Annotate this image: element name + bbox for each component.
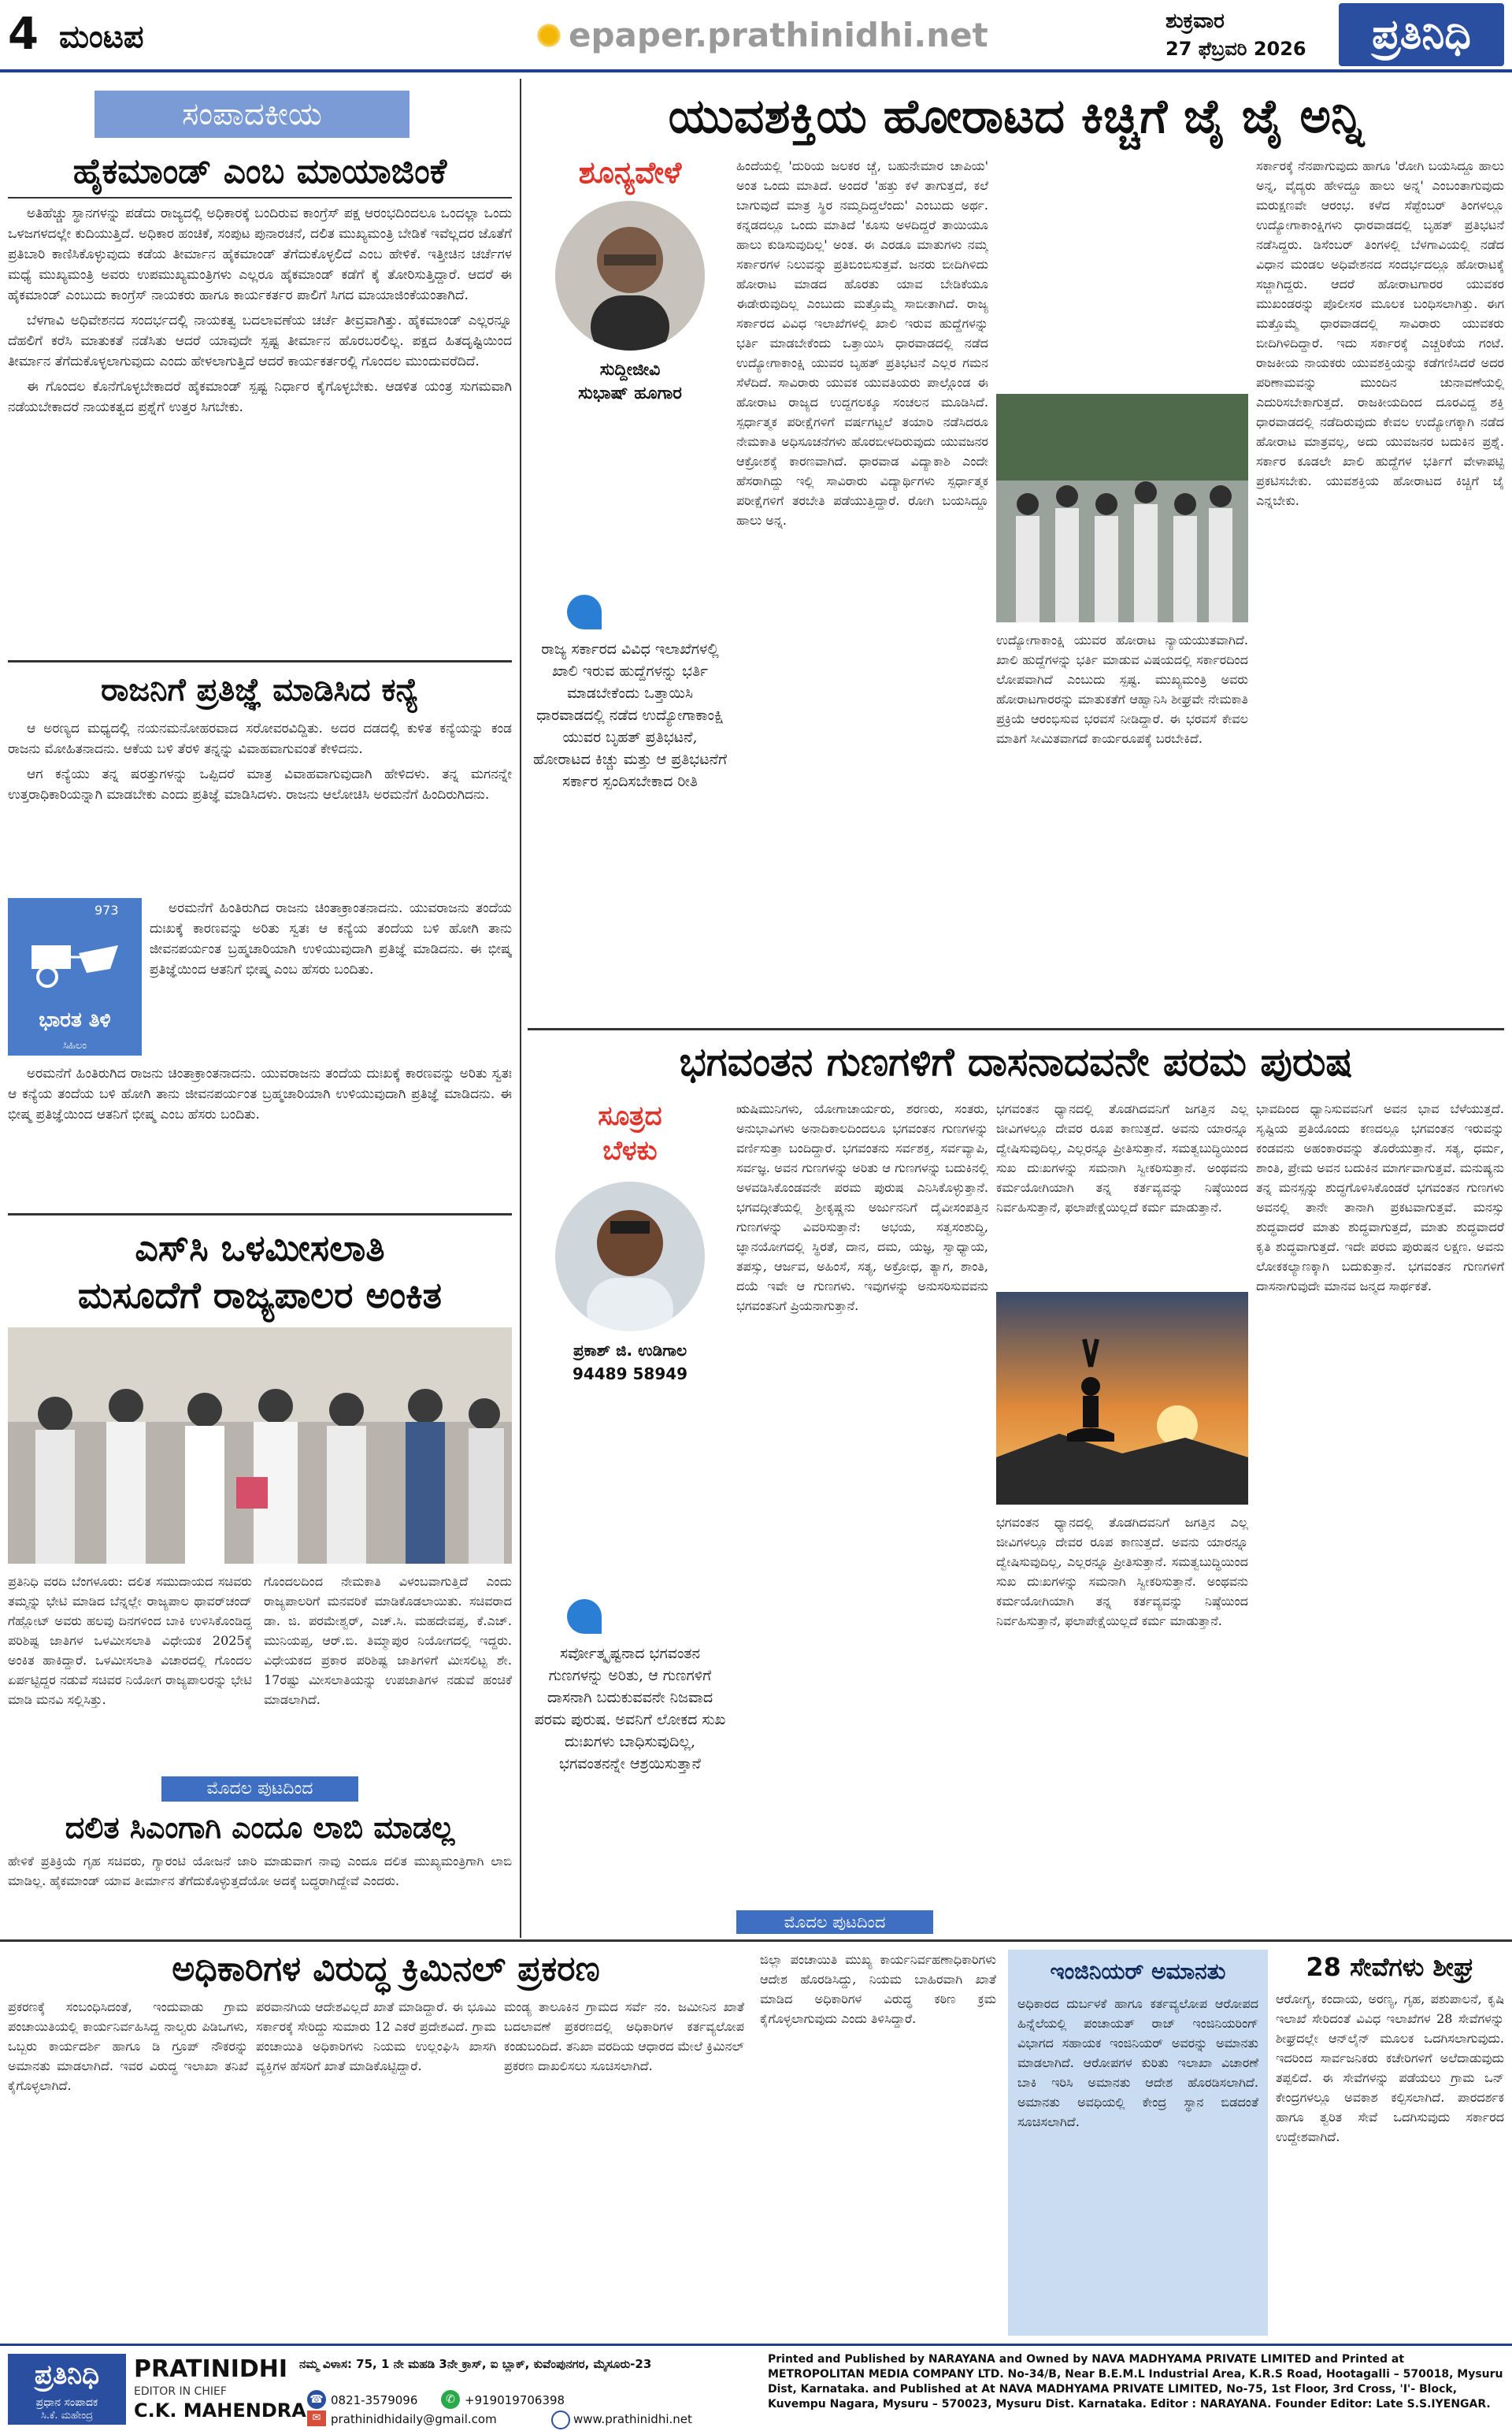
footer-logo-en: PRATINIDHI bbox=[134, 2355, 288, 2383]
date: 27 ಫೆಬ್ರವರಿ 2026 bbox=[1166, 38, 1306, 60]
youth-col-b-text: ಉದ್ಯೋಗಾಕಾಂಕ್ಷಿ ಯುವರ ಹೋರಾಟ ನ್ಯಾಯಯುತವಾಗಿದೆ. ಖಾಲಿ ಹುದ್ದೆಗಳನ್ನು ಭರ್ತಿ ಮಾಡುವ ವಿಷಯದಲ್ಲಿ ಸರ್ಕಾರದಿಂದ ಲೋಪವಾಗಿದೆ ಎಂಬುದು ಸ್ಪಷ್ಟ. ಮುಖ್ಯಮಂತ್ರಿ ಅವರು ಹೋರಾಟಗಾರರನ್ನು ಮಾತುಕತೆಗೆ ಆಹ್ವಾನಿಸಿ ಶೀಘ್ರವೇ ನೇಮಕಾತಿ ಪ್ರಕ್ರಿಯೆ ಆರಂಭಿಸುವ ಭರವಸೆ ನೀಡಿದ್ದಾರೆ. ಈ ಭರವಸೆ ಕೇವಲ ಮಾತಿಗೆ ಸೀಮಿತವಾಗದೆ ಕಾರ್ಯರೂಪಕ್ಕೆ ಬರಬೇಕಿದೆ. bbox=[996, 633, 1248, 746]
dalit-title: ದಲಿತ ಸಿಎಂಗಾಗಿ ಎಂದೂ ಲಾಬಿ ಮಾಡಲ್ಲ bbox=[65, 1810, 455, 1845]
footer bbox=[0, 2344, 1512, 2431]
kanye-para-2: ಆಗ ಕನ್ಯೆಯು ತನ್ನ ಷರತ್ತುಗಳನ್ನು ಒಪ್ಪಿದರೆ ಮಾತ್ರ ವಿವಾಹವಾಗುವುದಾಗಿ ಹೇಳಿದಳು. ತನ್ನ ಮಗನನ್ನೇ ಉತ್ತರಾಧಿಕಾರಿಯನ್ನಾಗಿ ಮಾಡಬೇಕು ಎಂದು ಪ್ರತಿಜ್ಞೆ ಮಾಡಿಸಿದಳು. ರಾಜನು ಆಲೋಚಿಸಿ ಅರಮನೆಗೆ ಹಿಂದಿರುಗಿದನು. bbox=[8, 766, 512, 803]
web-icon bbox=[551, 2411, 570, 2429]
kanye-body-top bbox=[8, 718, 512, 892]
badge-number: 973 bbox=[94, 903, 119, 918]
criminal-title: ಅಧಿಕಾರಿಗಳ ವಿರುದ್ಧ ಕ್ರಿಮಿನಲ್ ಪ್ರಕರಣ bbox=[172, 1949, 600, 1989]
bhagavanta-column-name: ಸೂತ್ರದ ಬೆಳಕು bbox=[598, 1100, 662, 1167]
badge-title: ಭಾರತ ತಿಳಿ bbox=[39, 1008, 111, 1032]
footer-address: ನಮ್ಮ ವಿಳಾಸ: 75, 1 ನೇ ಮಹಡಿ 3ನೇ ಕ್ರಾಸ್, ಐ ಬ್ಲಾಕ್, ಕುವೆಂಪುನಗರ, ಮೈಸೂರು-23 bbox=[299, 2357, 652, 2371]
section-name: ಮಂಟಪ bbox=[59, 19, 144, 55]
services-body: ಆರೋಗ್ಯ, ಕಂದಾಯ, ಅರಣ್ಯ, ಗೃಹ, ಪಶುಪಾಲನೆ, ಕೃಷಿ ಇಲಾಖೆ ಸೇರಿದಂತೆ ವಿವಿಧ ಇಲಾಖೆಗಳ 28 ಸೇವೆಗಳನ್ನು ಶೀಘ್ರದಲ್ಲೇ ಆನ್‌ಲೈನ್ ಮೂಲಕ ಒದಗಿಸಲಾಗುವುದು. ಇದರಿಂದ ಸಾರ್ವಜನಿಕರು ಕಚೇರಿಗಳಿಗೆ ಅಲೆದಾಡುವುದು ತಪ್ಪಲಿದೆ. ಈ ಸೇವೆಗಳನ್ನು ಪಡೆಯಲು ಗ್ರಾಮ ಒನ್ ಕೇಂದ್ರಗಳಲ್ಲೂ ಅವಕಾಶ ಕಲ್ಪಿಸಲಾಗಿದೆ. ಪಾರದರ್ಶಕ ಹಾಗೂ ತ್ವರಿತ ಸೇವೆ ಒದಗಿಸುವುದು ಸರ್ಕಾರದ ಉದ್ದೇಶವಾಗಿದೆ. bbox=[1276, 1991, 1504, 2144]
footer-email[interactable]: prathinidhidaily@gmail.com bbox=[331, 2412, 497, 2426]
bhagavanta-continued-label: ಮೊದಲ ಪುಟದಿಂದ bbox=[736, 1910, 933, 1934]
kanye-body-side bbox=[150, 898, 512, 1056]
author-avatar-icon bbox=[555, 201, 705, 351]
site-url[interactable]: epaper.prathinidhi.net bbox=[569, 16, 988, 54]
editorial-title: ಹೈಕಮಾಂಡ್ ಎಂಬ ಮಾಯಾಜಿಂಕೆ bbox=[72, 151, 447, 191]
meditation-photo-icon bbox=[996, 1292, 1248, 1505]
footer-logo-box bbox=[8, 2354, 126, 2425]
youth-protest-photo bbox=[996, 394, 1248, 622]
bhagavanta-col-b: ಭಗವಂತನ ಧ್ಯಾನದಲ್ಲಿ ತೊಡಗಿದವನಿಗೆ ಜಗತ್ತಿನ ಎಲ್ಲ ಜೀವಿಗಳಲ್ಲೂ ದೇವರ ರೂಪ ಕಾಣುತ್ತದೆ. ಅವನು ಯಾರನ್ನೂ ದ್ವೇಷಿಸುವುದಿಲ್ಲ, ಎಲ್ಲರನ್ನೂ ಪ್ರೀತಿಸುತ್ತಾನೆ. ಸಮತ್ವಬುದ್ಧಿಯಿಂದ ಸುಖ ದುಃಖಗಳನ್ನು ಸಮನಾಗಿ ಸ್ವೀಕರಿಸುತ್ತಾನೆ. ಅಂಥವನು ಕರ್ಮಯೋಗಿಯಾಗಿ ತನ್ನ ಕರ್ತವ್ಯವನ್ನು ನಿಷ್ಠೆಯಿಂದ ನಿರ್ವಹಿಸುತ್ತಾನೆ, ಫಲಾಪೇಕ್ಷೆಯಿಲ್ಲದೆ ಕರ್ಮ ಮಾಡುತ್ತಾನೆ. bbox=[996, 1101, 1248, 1215]
engineer-box bbox=[1008, 1950, 1268, 2336]
footer-editor-label: EDITOR IN CHIEF bbox=[134, 2385, 227, 2398]
masthead-logo bbox=[1339, 3, 1504, 66]
youth-title: ಯುವಶಕ್ತಿಯ ಹೋರಾಟದ ಕಿಚ್ಚಿಗೆ ಜೈ ಜೈ ಅನ್ನಿ bbox=[668, 89, 1364, 144]
youth-author: ಸುದ್ದೀಜೀವಿ ಸುಭಾಷ್ ಹೂಗಾರ bbox=[578, 360, 682, 403]
bhagavanta-author: ಪ್ರಕಾಶ್ ಜಿ. ಉಡಿಗಾಲ bbox=[573, 1341, 687, 1360]
lower-divider bbox=[0, 1939, 1512, 1942]
dalit-body: ಹೇಳಿಕೆ ಪ್ರತಿಕ್ರಿಯೆ ಗೃಹ ಸಚಿವರು, ಗ್ಯಾರಂಟಿ ಯೋಜನೆ ಜಾರಿ ಮಾಡುವಾಗ ನಾವು ಎಂದೂ ದಲಿತ ಮುಖ್ಯಮಂತ್ರಿಗಾಗಿ ಲಾಬಿ ಮಾಡಿಲ್ಲ. ಹೈಕಮಾಂಡ್ ಯಾವ ತೀರ್ಮಾನ ತೆಗೆದುಕೊಳ್ಳುತ್ತದೆಯೋ ಅದಕ್ಕೆ ಬದ್ಧರಾಗಿದ್ದೇವೆ ಎಂದರು. bbox=[8, 1854, 512, 1888]
kanye-para-1: ಆ ಅರಣ್ಯದ ಮಧ್ಯದಲ್ಲಿ ನಯನಮನೋಹರವಾದ ಸರೋವರವಿದ್ದಿತು. ಅದರ ದಡದಲ್ಲಿ ಕುಳಿತ ಕನ್ಯೆಯನ್ನು ಕಂಡ ರಾಜನು ಮೋಹಿತನಾದನು. ಆಕೆಯ ಬಳಿ ತೆರಳಿ ತನ್ನನ್ನು ವಿವಾಹವಾಗುವಂತೆ ಕೇಳಿದನು. bbox=[8, 721, 512, 757]
youth-col-c: ಸರ್ಕಾರಕ್ಕೆ ನೆನಪಾಗುವುದು ಹಾಗೂ 'ರೋಗಿ ಬಯಸಿದ್ದೂ ಹಾಲು ಅನ್ನ, ವೈದ್ಯರು ಹೇಳಿದ್ದೂ ಹಾಲು ಅನ್ನ' ಎಂಬಂತಾಗುವುದು ಮರುಕ್ಷಣವೇ ಆರಂಭ. ಕಳೆದ ಸೆಪ್ಟೆಂಬರ್ ತಿಂಗಳಲ್ಲೂ ಉದ್ಯೋಗಾಕಾಂಕ್ಷಿಗಳು ಧಾರವಾಡದಲ್ಲಿ ಬೃಹತ್ ಪ್ರತಿಭಟನೆ ನಡೆಸಿದ್ದರು. ಡಿಸೆಂಬರ್ ತಿಂಗಳಲ್ಲಿ ಬೆಳಗಾವಿಯಲ್ಲಿ ನಡೆದ ವಿಧಾನ ಮಂಡಲ ಅಧಿವೇಶನದ ಸಂದರ್ಭದಲ್ಲೂ ಹೋರಾಟಕ್ಕೆ ಸಜ್ಜಾಗಿದ್ದರು. ಆದರೆ ಹೋರಾಟಗಾರರ ಯುವಕರ ಮುಖಂಡರನ್ನು ಪೊಲೀಸರ ಮೂಲಕ ಬಂಧಿಸಲಾಗಿತ್ತು. ಈಗ ಮತ್ತೊಮ್ಮೆ ಧಾರವಾಡದಲ್ಲಿ ಸಾವಿರಾರು ಯುವಕರು ಬೀದಿಗಿಳಿದಿದ್ದಾರೆ. ಇದು ಸರ್ಕಾರಕ್ಕೆ ಎಚ್ಚರಿಕೆಯ ಗಂಟೆ. ರಾಜಕೀಯ ನಾಯಕರು ಯುವಶಕ್ತಿಯನ್ನು ಕಡೆಗಣಿಸಿದರೆ ಅದರ ಪರಿಣಾಮವನ್ನು ಮುಂದಿನ ಚುನಾವಣೆಯಲ್ಲಿ ಎದುರಿಸಬೇಕಾಗುತ್ತದೆ. ರಾಜಕೀಯದಿಂದ ದೂರವಿದ್ದ ಶಕ್ತಿ ಧಾರವಾಡದಲ್ಲಿ ನಡೆದಿರುವುದು ಕೇವಲ ಉದ್ಯೋಗಕ್ಕಾಗಿ ನಡೆದ ಹೋರಾಟ ಮಾತ್ರವಲ್ಲ, ಅದು ಯುವಜನರ ಬದುಕಿನ ಪ್ರಶ್ನೆ. ಸರ್ಕಾರ ಕೂಡಲೇ ಖಾಲಿ ಹುದ್ದೆಗಳ ಭರ್ತಿಗೆ ವೇಳಾಪಟ್ಟಿ ಪ್ರಕಟಿಸಬೇಕು. ಯುವಶಕ್ತಿಯ ಹೋರಾಟದ ಕಿಚ್ಚಿಗೆ ಜೈ ಎನ್ನಬೇಕು. bbox=[1256, 158, 1504, 508]
bhagavanta-author-photo bbox=[555, 1182, 705, 1331]
engineer-title: ಇಂಜಿನಿಯರ್ ಅಮಾನತು bbox=[1050, 1958, 1226, 1984]
bhagavanta-phone: 94489 58949 bbox=[572, 1364, 688, 1383]
bhagavanta-pull-quote: ಸರ್ವೋತ್ಕೃಷ್ಟನಾದ ಭಗವಂತನ ಗುಣಗಳನ್ನು ಅರಿತು, ಆ ಗುಣಗಳಿಗೆ ದಾಸನಾಗಿ ಬದುಕುವವನೇ ನಿಜವಾದ ಪರಮ ಪುರುಷ. ಅವನಿಗೆ ಲೋಕದ ಸುಖ ದುಃಖಗಳು ಬಾಧಿಸುವುದಿಲ್ಲ, ಭಗವಂತನನ್ನೇ ಆಶ್ರಯಿಸುತ್ತಾನೆ bbox=[534, 1645, 726, 1772]
sc-title-1: ಎಸ್‌ಸಿ ಒಳಮೀಸಲಾತಿ bbox=[135, 1227, 385, 1269]
footer-phone-2[interactable]: +919019706398 bbox=[465, 2393, 565, 2407]
meditation-photo bbox=[996, 1292, 1248, 1505]
sc-title-2: ಮಸೂದೆಗೆ ರಾಜ್ಯಪಾಲರ ಅಂಕಿತ bbox=[77, 1274, 443, 1316]
editorial-tag: ಸಂಪಾದಕೀಯ bbox=[94, 91, 410, 138]
footer-logo-tag: ಪ್ರಧಾನ ಸಂಪಾದಕ bbox=[35, 2396, 98, 2409]
bhagavanta-quote-icon bbox=[567, 1599, 602, 1634]
sc-col-2: ಗೊಂದಲದಿಂದ ನೇಮಕಾತಿ ವಿಳಂಬವಾಗುತ್ತಿದೆ ಎಂದು ರಾಜ್ಯಪಾಲರಿಗೆ ಮನವರಿಕೆ ಮಾಡಿಕೊಡಲಾಯಿತು. ಸಚಿವರಾದ ಡಾ. ಜಿ. ಪರಮೇಶ್ವರ್, ಎಚ್.ಸಿ. ಮಹದೇವಪ್ಪ, ಕೆ.ಎಚ್. ಮುನಿಯಪ್ಪ, ಆರ್.ಬಿ. ತಿಮ್ಮಾಪುರ ನಿಯೋಗದಲ್ಲಿ ಇದ್ದರು. ವಿಧೇಯಕದ ಪ್ರಕಾರ ಪರಿಶಿಷ್ಟ ಜಾತಿಗಳಿಗೆ ಮೀಸಲಿಟ್ಟ ಶೇ. 17ರಷ್ಟು ಮೀಸಲಾತಿಯನ್ನು ಉಪಜಾತಿಗಳ ನಡುವೆ ಹಂಚಿಕೆ ಮಾಡಲಾಗಿದೆ. bbox=[264, 1574, 512, 1707]
sun-icon bbox=[536, 22, 562, 49]
youth-col-a: ಹಿಂದೆಯಲ್ಲಿ 'ದುರಿಯ ಜಲಕರ ಚ್ಚೆ, ಬಹುನೇಮಾರ ಚಾಪಿಯ' ಅಂತ ಒಂದು ಮಾತಿದೆ. ಅಂದರೆ 'ಹತ್ತು ಕಳೆ ತಾಗುತ್ತದೆ, ಕಲೆ ಬಾಗುವುದೆ ಮಾತ್ರ ಸ್ಥಿರ ನಮ್ಮದಿದ್ದಲೆಂದು' ಎಂಬುದು ಅರ್ಥ. ಕನ್ನಡದಲ್ಲೂ ಒಂದು ಮಾತಿದೆ 'ಕೂಸು ಅಳದಿದ್ದರೆ ತಾಯಿಯೂ ಹಾಲು ಕುಡಿಸುವುದಿಲ್ಲ' ಅಂತ. ಈ ಎರಡೂ ಮಾತುಗಳು ನಮ್ಮ ಸರ್ಕಾರಗಳ ನಿಲುವನ್ನು ಪ್ರತಿಬಿಂಬಿಸುತ್ತವೆ. ಜನರು ಬೀದಿಗಿಳಿದು ಹೋರಾಟ ಮಾಡದ ಹೊರತು ಯಾವ ಬೇಡಿಕೆಯೂ ಈಡೇರುವುದಿಲ್ಲ ಎಂಬುದು ಮತ್ತೊಮ್ಮೆ ಸಾಬೀತಾಗಿದೆ. ರಾಜ್ಯ ಸರ್ಕಾರದ ವಿವಿಧ ಇಲಾಖೆಗಳಲ್ಲಿ ಖಾಲಿ ಇರುವ ಹುದ್ದೆಗಳನ್ನು ಭರ್ತಿ ಮಾಡಬೇಕೆಂದು ಒತ್ತಾಯಿಸಿ ಧಾರವಾಡದಲ್ಲಿ ನಡೆದ ಉದ್ಯೋಗಾಕಾಂಕ್ಷಿ ಯುವರ ಬೃಹತ್ ಪ್ರತಿಭಟನೆ ಎಲ್ಲರ ಗಮನ ಸೆಳೆದಿದೆ. ಸಾವಿರಾರು ಯುವಕ ಯುವತಿಯರು ಪಾಲ್ಗೊಂಡ ಈ ಹೋರಾಟ ರಾಜ್ಯದ ಉದ್ದಗಲಕ್ಕೂ ಸಂಚಲನ ಮೂಡಿಸಿದೆ. ಸ್ಪರ್ಧಾತ್ಮಕ ಪರೀಕ್ಷೆಗಳಿಗೆ ವರ್ಷಗಟ್ಟಲೆ ತಯಾರಿ ನಡೆಸಿದರೂ ನೇಮಕಾತಿ ಅಧಿಸೂಚನೆಗಳು ಹೊರಬೀಳದಿರುವುದು ಯುವಜನರ ಆಕ್ರೋಶಕ್ಕೆ ಕಾರಣವಾಗಿದೆ. ಧಾರವಾಡ ವಿದ್ಯಾಕಾಶಿ ಎಂದೇ ಹೆಸರಾಗಿದ್ದು ಇಲ್ಲಿ ಸಾವಿರಾರು ವಿದ್ಯಾರ್ಥಿಗಳು ಸ್ಪರ್ಧಾತ್ಮಕ ಪರೀಕ್ಷೆಗಳಿಗೆ ತರಬೇತಿ ಪಡೆಯುತ್ತಿದ್ದಾರೆ. ರೋಗಿ ಬಯಸಿದ್ದೂ ಹಾಲು ಅನ್ನ. bbox=[736, 158, 988, 528]
left-divider-1 bbox=[8, 660, 512, 662]
kanye-title: ರಾಜನಿಗೆ ಪ್ರತಿಜ್ಞೆ ಮಾಡಿಸಿದ ಕನ್ಯೆ bbox=[101, 672, 419, 708]
group-photo-icon bbox=[8, 1327, 512, 1564]
editorial-para-2: ಬೆಳಗಾವಿ ಅಧಿವೇಶನದ ಸಂದರ್ಭದಲ್ಲಿ ನಾಯಕತ್ವ ಬದಲಾವಣೆಯ ಚರ್ಚೆ ತೀವ್ರವಾಗಿತ್ತು. ಹೈಕಮಾಂಡ್ ಎಲ್ಲರನ್ನೂ ದೆಹಲಿಗೆ ಕರೆಸಿ ಮಾತುಕತೆ ನಡೆಸಿತು ಆದರೆ ಯಾವುದೇ ಸ್ಪಷ್ಟ ತೀರ್ಮಾನ ಹೊರಬರಲಿಲ್ಲ. ಪಕ್ಷದ ಹಿತದೃಷ್ಟಿಯಿಂದ ತೀರ್ಮಾನ ತೆಗೆದುಕೊಳ್ಳಲಾಗುವುದು ಎಂದು ಹೇಳಲಾಗುತ್ತಿದೆ ಆದರೆ ಕಾರ್ಯಕರ್ತರಲ್ಲಿ ಗೊಂದಲ ಮುಂದುವರೆದಿದೆ. bbox=[8, 313, 512, 369]
kanye-para-3: ಅರಮನೆಗೆ ಹಿಂತಿರುಗಿದ ರಾಜನು ಚಿಂತಾಕ್ರಾಂತನಾದನು. ಯುವರಾಜನು ತಂದೆಯ ದುಃಖಕ್ಕೆ ಕಾರಣವನ್ನು ಅರಿತು ಸ್ವತಃ ಆ ಕನ್ಯೆಯ ತಂದೆಯ ಬಳಿ ಹೋಗಿ ತಾನು ಜೀವನಪರ್ಯಂತ ಬ್ರಹ್ಮಚಾರಿಯಾಗಿ ಉಳಿಯುವುದಾಗಿ ಪ್ರತಿಜ್ಞೆ ಮಾಡಿದನು. ಈ ಭೀಷ್ಮ ಪ್ರತಿಜ್ಞೆಯಿಂದ ಆತನಿಗೆ ಭೀಷ್ಮ ಎಂಬ ಹೆಸರು ಬಂದಿತು. bbox=[150, 900, 512, 978]
author-avatar-icon bbox=[555, 1182, 705, 1331]
criminal-col-1: ಪ್ರಕರಣಕ್ಕೆ ಸಂಬಂಧಿಸಿದಂತೆ, ಇಂದುವಾಡು ಗ್ರಾಮ ಪಂಚಾಯಿತಿಯಲ್ಲಿ ಕಾರ್ಯನಿರ್ವಹಿಸಿದ್ದ ನಾಲ್ವರು ಪಿಡಿಒಗಳು, ಒಬ್ಬರು ಕಾರ್ಯದರ್ಶಿ ಹಾಗೂ ಡಿ ಗ್ರೂಪ್ ನೌಕರನ್ನು ಅಮಾನತು ಮಾಡಲಾಗಿದೆ. ಇವರ ವಿರುದ್ಧ ಇಲಾಖಾ ತನಿಖೆ ಕೈಗೊಳ್ಳಲಾಗಿದೆ. bbox=[8, 1999, 248, 2093]
editorial-para-1: ಅತಿಹೆಚ್ಚು ಸ್ಥಾನಗಳನ್ನು ಪಡೆದು ರಾಜ್ಯದಲ್ಲಿ ಅಧಿಕಾರಕ್ಕೆ ಬಂದಿರುವ ಕಾಂಗ್ರೆಸ್ ಪಕ್ಷ ಆರಂಭದಿಂದಲೂ ಒಂದಲ್ಲಾ ಒಂದು ಒಳಜಗಳದಲ್ಲೇ ಕುದಿಯುತ್ತಿದೆ. ಅಧಿಕಾರ ಹಂಚಿಕೆ, ಸಂಪುಟ ಪುನಾರಚನೆ, ದಲಿತ ಮುಖ್ಯಮಂತ್ರಿ ಬೇಡಿಕೆ ಇವೆಲ್ಲದರ ಜೊತೆಗೆ ಪ್ರತಿಬಾರಿ ಕಾಣಿಸಿಕೊಳ್ಳುವುದು ಕಡೆಯ ತೀರ್ಮಾನ ಹೈಕಮಾಂಡ್ ತೆಗೆದುಕೊಳ್ಳಲಿದೆ ಎಂಬ ಹೇಳಿಕೆ. ಇತ್ತೀಚಿನ ಚರ್ಚೆಗಳ ಮಧ್ಯೆ ಮುಖ್ಯಮಂತ್ರಿ ಅವರು ಉಪಮುಖ್ಯಮಂತ್ರಿಗಳು ಎಲ್ಲರೂ ಹೈಕಮಾಂಡ್ ಕಡೆಗೆ ಕೈ ತೋರಿಸುತ್ತಿದ್ದಾರೆ. ಆದರೆ ಈ ಹೈಕಮಾಂಡ್ ಎಂಬುದು ಕಾಂಗ್ರೆಸ್ ನಾಯಕರು ಹಾಗೂ ಕಾರ್ಯಕರ್ತರ ಪಾಲಿಗೆ ಸಿಗದ ಮಾಯಾಜಿಂಕೆಯಂತಾಗಿದೆ. bbox=[8, 206, 512, 303]
engineer-body: ಅಧಿಕಾರದ ದುರ್ಬಳಕೆ ಹಾಗೂ ಕರ್ತವ್ಯಲೋಪ ಆರೋಪದ ಹಿನ್ನೆಲೆಯಲ್ಲಿ ಪಂಚಾಯತ್ ರಾಜ್ ಇಂಜಿನಿಯರಿಂಗ್ ವಿಭಾಗದ ಸಹಾಯಕ ಇಂಜಿನಿಯರ್ ಅವರನ್ನು ಅಮಾನತು ಮಾಡಲಾಗಿದೆ. ಆರೋಪಗಳ ಕುರಿತು ಇಲಾಖಾ ವಿಚಾರಣೆ ಬಾಕಿ ಇರಿಸಿ ಅಮಾನತು ಆದೇಶ ಹೊರಡಿಸಲಾಗಿದೆ. ಅಮಾನತು ಅವಧಿಯಲ್ಲಿ ಕೇಂದ್ರ ಸ್ಥಾನ ಬಿಡದಂತೆ ಸೂಚಿಸಲಾಗಿದೆ. bbox=[1017, 1996, 1258, 2129]
youth-column-name: ಶೂನ್ಯವೇಳೆ bbox=[578, 155, 682, 190]
footer-logo-kn: ಪ್ರತಿನಿಧಿ bbox=[34, 2359, 100, 2391]
vertical-divider bbox=[520, 79, 521, 1938]
chariot-icon bbox=[24, 930, 126, 993]
bhagavanta-title: ಭಗವಂತನ ಗುಣಗಳಿಗೆ ದಾಸನಾದವನೇ ಪರಮ ಪುರುಷ bbox=[679, 1039, 1353, 1085]
mid-divider bbox=[528, 1028, 1504, 1030]
footer-imprint: Printed and Published by NARAYANA and Owned by NAVA MADHYAMA PRIVATE LIMITED and Printed at METROPOLITAN MEDIA COMPANY LTD. No-34/B, Near B.E.M.L Industrial Area, K.R.S Road, Hootagalli – 570018, Mysuru Dist, Karnataka. and Published at At NAVA MADHYAMA PRIVATE LIMITED, No-75, 1st Floor, 3rd Cross, 'I'- Block, Kuvempu Nagara, Mysuru – 570023, Mysuru Dist. Karnataka. Editor : NARAYANA. Founder Editor: Late S.S.IYENGAR. bbox=[768, 2353, 1503, 2411]
editorial-para-3: ಈ ಗೊಂದಲ ಕೊನೆಗೊಳ್ಳಬೇಕಾದರೆ ಹೈಕಮಾಂಡ್ ಸ್ಪಷ್ಟ ನಿರ್ಧಾರ ಕೈಗೊಳ್ಳಬೇಕು. ಆಡಳಿತ ಯಂತ್ರ ಸುಗಮವಾಗಿ ನಡೆಯಬೇಕಾದರೆ ನಾಯಕತ್ವದ ಪ್ರಶ್ನೆಗೆ ಉತ್ತರ ಸಿಗಬೇಕು. bbox=[8, 379, 512, 415]
footer-editor-kn: ಸಿ.ಕೆ. ಮಹೇಂದ್ರ bbox=[40, 2410, 94, 2422]
editorial-rule bbox=[8, 197, 512, 199]
page-number: 4 bbox=[8, 9, 39, 60]
header-rule bbox=[0, 69, 1512, 72]
kanye-body-bottom bbox=[8, 1063, 512, 1205]
masthead-logo-text: ಪ್ರತಿನಿಧಿ bbox=[1372, 11, 1471, 58]
protest-photo-icon bbox=[996, 394, 1248, 622]
email-icon: ✉ bbox=[307, 2411, 326, 2426]
day: ಶುಕ್ರವಾರ bbox=[1166, 9, 1225, 33]
youth-pull-quote: ರಾಜ್ಯ ಸರ್ಕಾರದ ವಿವಿಧ ಇಲಾಖೆಗಳಲ್ಲಿ ಖಾಲಿ ಇರುವ ಹುದ್ದೆಗಳನ್ನು ಭರ್ತಿ ಮಾಡಬೇಕೆಂದು ಒತ್ತಾಯಿಸಿ ಧಾರವಾಡದಲ್ಲಿ ನಡೆದ ಉದ್ಯೋಗಾಕಾಂಕ್ಷಿ ಯುವರ ಬೃಹತ್ ಪ್ರತಿಭಟನೆ, ಹೋರಾಟದ ಕಿಚ್ಚು ಮತ್ತು ಆ ಪ್ರತಿಭಟನೆಗೆ ಸರ್ಕಾರ ಸ್ಪಂದಿಸಬೇಕಾದ ರೀತಿ bbox=[532, 640, 728, 790]
youth-author-photo bbox=[555, 201, 705, 351]
whatsapp-icon: ✆ bbox=[441, 2390, 460, 2409]
youth-quote-icon bbox=[567, 595, 602, 629]
footer-editor-name: C.K. MAHENDRA bbox=[134, 2399, 306, 2422]
footer-phone-1[interactable]: 0821-3579096 bbox=[331, 2393, 418, 2407]
services-title: 28 ಸೇವೆಗಳು ಶೀಘ್ರ bbox=[1306, 1952, 1474, 1982]
bhagavanta-col-a: ಋಷಿಮುನಿಗಳು, ಯೋಗಾಚಾರ್ಯರು, ಶರಣರು, ಸಂತರು, ಅನುಭಾವಿಗಳು ಅನಾದಿಕಾಲದಿಂದಲೂ ಭಗವಂತನ ಗುಣಗಳನ್ನು ವರ್ಣಿಸುತ್ತಾ ಬಂದಿದ್ದಾರೆ. ಭಗವಂತನು ಸರ್ವಶಕ್ತ, ಸರ್ವವ್ಯಾಪಿ, ಸರ್ವಜ್ಞ. ಅವನ ಗುಣಗಳನ್ನು ಅರಿತು ಆ ಗುಣಗಳನ್ನು ಬದುಕಿನಲ್ಲಿ ಅಳವಡಿಸಿಕೊಂಡವನೇ ಪರಮ ಪುರುಷ ಎನಿಸಿಕೊಳ್ಳುತ್ತಾನೆ. ಭಗವದ್ಗೀತೆಯಲ್ಲಿ ಶ್ರೀಕೃಷ್ಣನು ಅರ್ಜುನನಿಗೆ ದೈವೀಸಂಪತ್ತಿನ ಗುಣಗಳನ್ನು ವಿವರಿಸುತ್ತಾನೆ: ಅಭಯ, ಸತ್ವಸಂಶುದ್ಧಿ, ಜ್ಞಾನಯೋಗದಲ್ಲಿ ಸ್ಥಿರತೆ, ದಾನ, ದಮ, ಯಜ್ಞ, ಸ್ವಾಧ್ಯಾಯ, ತಪಸ್ಸು, ಆರ್ಜವ, ಅಹಿಂಸೆ, ಸತ್ಯ, ಅಕ್ರೋಧ, ತ್ಯಾಗ, ಶಾಂತಿ, ದಯೆ ಇವೇ ಆ ಗುಣಗಳು. ಇವುಗಳನ್ನು ಅನುಸರಿಸುವವನು ಭಗವಂತನಿಗೆ ಪ್ರಿಯನಾಗುತ್ತಾನೆ. bbox=[736, 1101, 988, 1313]
left-divider-2 bbox=[8, 1213, 512, 1216]
criminal-col-2: ಪರವಾನಗಿಯ ಆದೇಶವಿಲ್ಲದೆ ಖಾತೆ ಮಾಡಿದ್ದಾರೆ. ಈ ಭೂಮಿ ಸರ್ಕಾರಕ್ಕೆ ಸೇರಿದ್ದು ಸುಮಾರು 12 ಎಕರೆ ಪ್ರದೇಶವಿದೆ. ಗ್ರಾಮ ಪಂಚಾಯಿತಿ ಅಧಿಕಾರಿಗಳು ನಿಯಮ ಉಲ್ಲಂಘಿಸಿ ಖಾಸಗಿ ವ್ಯಕ್ತಿಗಳ ಹೆಸರಿಗೆ ಖಾತೆ ಮಾಡಿಕೊಟ್ಟಿದ್ದಾರೆ. bbox=[256, 1999, 496, 2073]
phone-icon: ☎ bbox=[307, 2390, 326, 2409]
bhagavanta-col-c: ಭಾವದಿಂದ ಧ್ಯಾನಿಸುವವನಿಗೆ ಅವನ ಭಾವ ಬೆಳೆಯುತ್ತದೆ. ಸೃಷ್ಟಿಯ ಪ್ರತಿಯೊಂದು ಕಣದಲ್ಲೂ ಭಗವಂತನ ಇರುವನ್ನು ಕಂಡವನು ಅಹಂಕಾರವನ್ನು ತೊರೆಯುತ್ತಾನೆ. ಸತ್ಯ, ಧರ್ಮ, ಶಾಂತಿ, ಪ್ರೇಮ ಅವನ ಬದುಕಿನ ಮಾರ್ಗವಾಗುತ್ತವೆ. ಮನುಷ್ಯನು ತನ್ನ ಮನಸ್ಸನ್ನು ಶುದ್ಧಗೊಳಿಸಿಕೊಂಡರೆ ಭಗವಂತನ ಗುಣಗಳು ಅವನಲ್ಲಿ ತಾನೇ ತಾನಾಗಿ ಪ್ರಕಟವಾಗುತ್ತವೆ. ಮನಸ್ಸು ಶುದ್ಧವಾದರೆ ಮಾತು ಶುದ್ಧವಾಗುತ್ತದೆ, ಮಾತು ಶುದ್ಧವಾದರೆ ಕೃತಿ ಶುದ್ಧವಾಗುತ್ತದೆ. ಇದೇ ಪರಮ ಪುರುಷನ ಲಕ್ಷಣ. ಅವನು ಲೋಕಕಲ್ಯಾಣಕ್ಕಾಗಿ ಬದುಕುತ್ತಾನೆ. ಭಗವಂತನ ಗುಣಗಳಿಗೆ ದಾಸನಾಗುವುದೇ ಮಾನವ ಜನ್ಮದ ಸಾರ್ಥಕತೆ. bbox=[1256, 1101, 1504, 1293]
criminal-col-3: ಮಂಡ್ಯ ತಾಲೂಕಿನ ಗ್ರಾಮದ ಸರ್ವೆ ನಂ. ಜಮೀನಿನ ಖಾತೆ ಬದಲಾವಣೆ ಪ್ರಕರಣದಲ್ಲಿ ಅಧಿಕಾರಿಗಳ ಕರ್ತವ್ಯಲೋಪ ಕಂಡುಬಂದಿದೆ. ತನಿಖಾ ವರದಿಯ ಆಧಾರದ ಮೇಲೆ ಕ್ರಿಮಿನಲ್ ಪ್ರಕರಣ ದಾಖಲಿಸಲು ಸೂಚಿಸಲಾಗಿದೆ. bbox=[504, 1999, 744, 2073]
footer-website[interactable]: www.prathinidhi.net bbox=[573, 2412, 692, 2426]
sc-col-1: ಪ್ರತಿನಿಧಿ ವರದಿ ಬೆಂಗಳೂರು: ದಲಿತ ಸಮುದಾಯದ ಸಚಿವರು ತಮ್ಮನ್ನು ಭೇಟಿ ಮಾಡಿದ ಬೆನ್ನಲ್ಲೇ ರಾಜ್ಯಪಾಲ ಥಾವರ್‌ಚಂದ್ ಗೆಹ್ಲೋಟ್ ಅವರು ಹಲವು ದಿನಗಳಿಂದ ಬಾಕಿ ಉಳಿಸಿಕೊಂಡಿದ್ದ ಪರಿಶಿಷ್ಟ ಜಾತಿಗಳ ಒಳಮೀಸಲಾತಿ ವಿಧೇಯಕ 2025ಕ್ಕೆ ಅಂಕಿತ ಹಾಕಿದ್ದಾರೆ. ಒಳಮೀಸಲಾತಿ ವಿಚಾರದಲ್ಲಿ ಗೊಂದಲ ಏರ್ಪಟ್ಟಿದ್ದರ ನಡುವೆ ಸಚಿವರ ನಿಯೋಗ ರಾಜ್ಯಪಾಲರನ್ನು ಭೇಟಿ ಮಾಡಿ ಮನವಿ ಸಲ್ಲಿಸಿತ್ತು. bbox=[8, 1574, 252, 1707]
badge-small: ಸಿಹಿಲಂ bbox=[62, 1040, 87, 1052]
bhagavanta-col-b2: ಭಗವಂತನ ಧ್ಯಾನದಲ್ಲಿ ತೊಡಗಿದವನಿಗೆ ಜಗತ್ತಿನ ಎಲ್ಲ ಜೀವಿಗಳಲ್ಲೂ ದೇವರ ರೂಪ ಕಾಣುತ್ತದೆ. ಅವನು ಯಾರನ್ನೂ ದ್ವೇಷಿಸುವುದಿಲ್ಲ, ಎಲ್ಲರನ್ನೂ ಪ್ರೀತಿಸುತ್ತಾನೆ. ಸಮತ್ವಬುದ್ಧಿಯಿಂದ ಸುಖ ದುಃಖಗಳನ್ನು ಸಮನಾಗಿ ಸ್ವೀಕರಿಸುತ್ತಾನೆ. ಅಂಥವನು ಕರ್ಮಯೋಗಿಯಾಗಿ ತನ್ನ ಕರ್ತವ್ಯವನ್ನು ನಿಷ್ಠೆಯಿಂದ ನಿರ್ವಹಿಸುತ್ತಾನೆ, ಫಲಾಪೇಕ್ಷೆಯಿಲ್ಲದೆ ಕರ್ಮ ಮಾಡುತ್ತಾನೆ. bbox=[996, 1515, 1248, 1628]
editorial-body bbox=[8, 203, 512, 652]
kanye-para-4: ಅರಮನೆಗೆ ಹಿಂತಿರುಗಿದ ರಾಜನು ಚಿಂತಾಕ್ರಾಂತನಾದನು. ಯುವರಾಜನು ತಂದೆಯ ದುಃಖಕ್ಕೆ ಕಾರಣವನ್ನು ಅರಿತು ಸ್ವತಃ ಆ ಕನ್ಯೆಯ ತಂದೆಯ ಬಳಿ ಹೋಗಿ ತಾನು ಜೀವನಪರ್ಯಂತ ಬ್ರಹ್ಮಚಾರಿಯಾಗಿ ಉಳಿಯುವುದಾಗಿ ಪ್ರತಿಜ್ಞೆ ಮಾಡಿದನು. ಈ ಭೀಷ್ಮ ಪ್ರತಿಜ್ಞೆಯಿಂದ ಆತನಿಗೆ ಭೀಷ್ಮ ಎಂಬ ಹೆಸರು ಬಂದಿತು. bbox=[8, 1066, 512, 1123]
criminal-col-4: ಜಿಲ್ಲಾ ಪಂಚಾಯಿತಿ ಮುಖ್ಯ ಕಾರ್ಯನಿರ್ವಹಣಾಧಿಕಾರಿಗಳು ಆದೇಶ ಹೊರಡಿಸಿದ್ದು, ನಿಯಮ ಬಾಹಿರವಾಗಿ ಖಾತೆ ಮಾಡಿದ ಅಧಿಕಾರಿಗಳ ವಿರುದ್ಧ ಕಠಿಣ ಕ್ರಮ ಕೈಗೊಳ್ಳಲಾಗುವುದು ಎಂದು ತಿಳಿಸಿದ್ದಾರೆ. bbox=[760, 1952, 996, 2026]
sc-continued-label: ಮೊದಲ ಪುಟದಿಂದ bbox=[161, 1776, 358, 1802]
bharata-badge bbox=[8, 898, 142, 1056]
sc-photo bbox=[8, 1327, 512, 1564]
page-header bbox=[0, 0, 1512, 72]
